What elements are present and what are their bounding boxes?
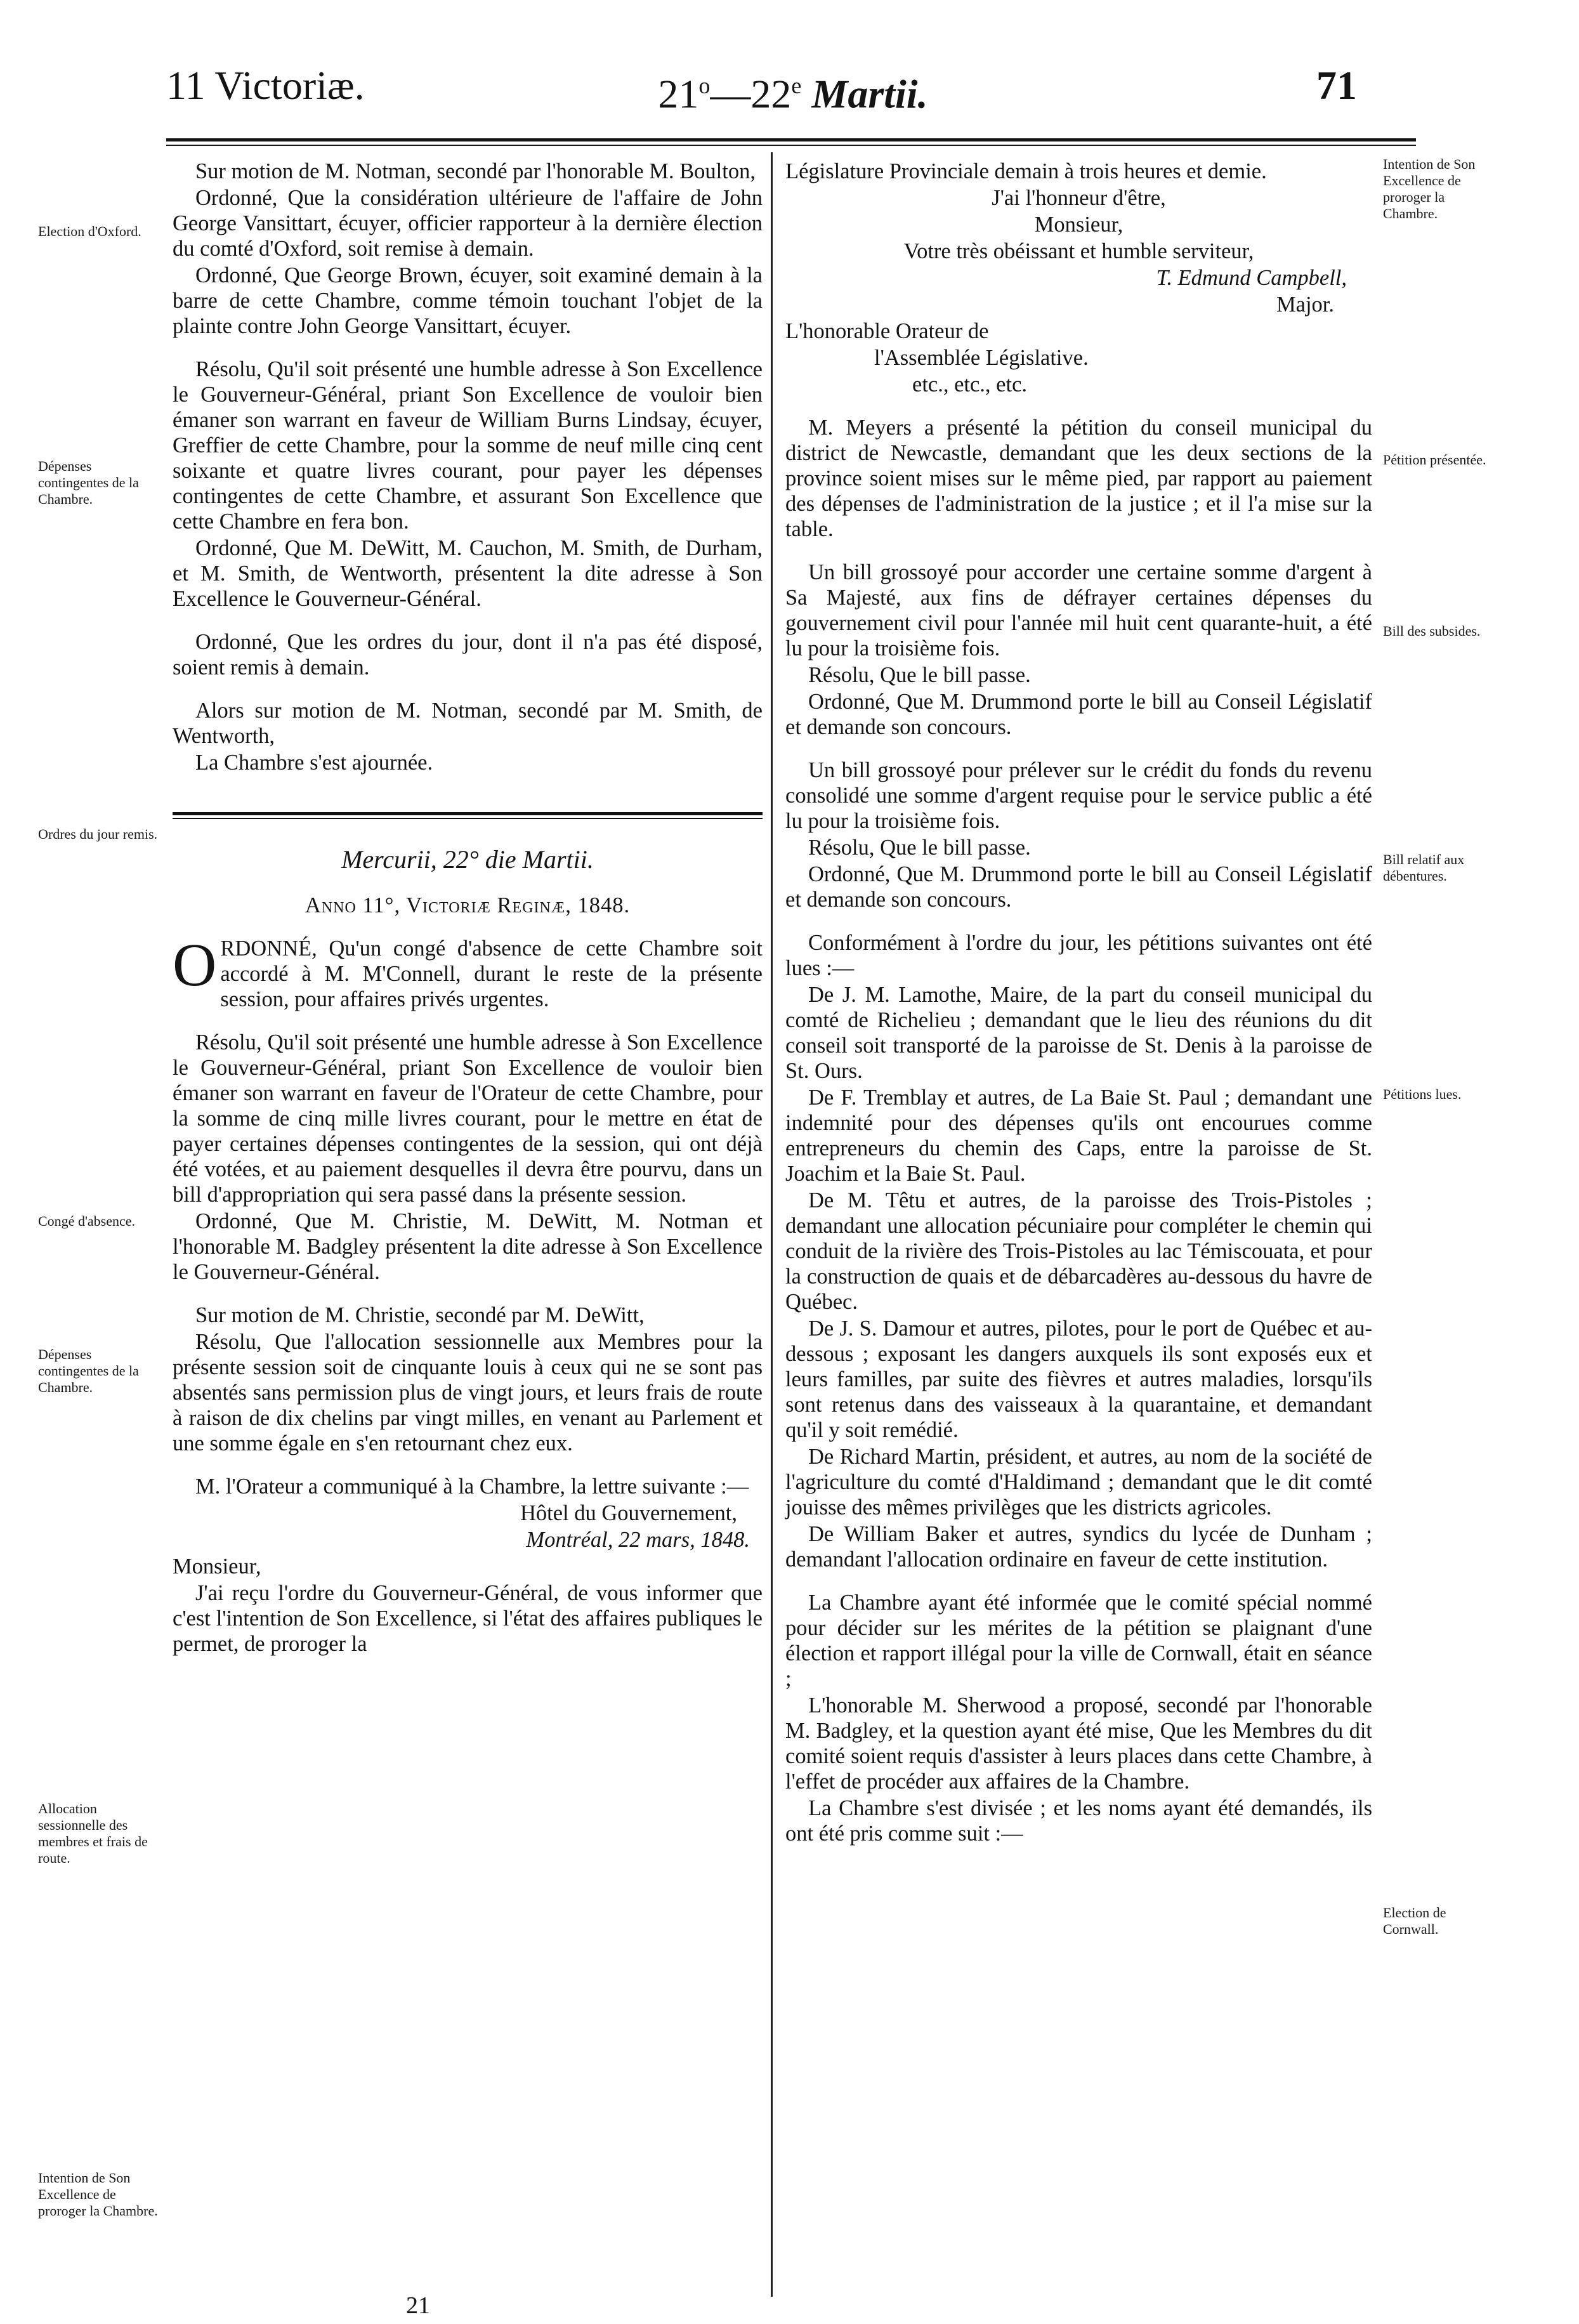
- signature-mark: 21: [406, 2292, 430, 2319]
- margin-note-election-oxford: Election d'Oxford.: [38, 223, 141, 239]
- paragraph-bill-subsides: Un bill grossoyé pour accorder une certaine somme d'argent à Sa Majesté, aux fins de défrayer certaines dépenses du gouvernement civil pour l'année mil huit cent quarante-huit, a été lu pour la troisième fois.: [785, 560, 1372, 660]
- paragraph-ordonne-christie: Ordonné, Que M. Christie, M. DeWitt, M. Notman et l'honorable M. Badgley présentent la dite adresse à Son Excellence le Gouverneur-Général.: [173, 1209, 763, 1284]
- paragraph-conge-text: RDONNÉ, Qu'un congé d'absence de cette Chambre soit accordé à M. M'Connell, durant le reste de la présente session, pour affaires privés urgentes.: [220, 936, 763, 1011]
- date-heading: Mercurii, 22° die Martii.: [341, 845, 594, 874]
- letter-date: Montréal, 22 mars, 1848.: [526, 1528, 750, 1552]
- paragraph-petition-tetu: De M. Têtu et autres, de la paroisse des Trois-Pistoles ; demandant une allocation pécuniaire pour compléter le chemin qui conduit de la rivière des Trois-Pistoles au lac Témiscouata, et pour la construction de quais et de débarcadères au-dessous du havre de Québec.: [785, 1188, 1372, 1314]
- header-date-start: 21: [658, 71, 699, 117]
- margin-note-conge: Congé d'absence.: [38, 1213, 136, 1229]
- section-rule-thick: [173, 812, 763, 815]
- paragraph-division: La Chambre s'est divisée ; et les noms ayant été demandés, ils ont été pris comme suit :—: [785, 1796, 1372, 1846]
- drop-cap: O: [173, 931, 217, 999]
- paragraph-ordonne-brown: Ordonné, Que George Brown, écuyer, soit examiné demain à la barre de cette Chambre, comme témoin touchant l'objet de la plainte contre John George Vansittart, écuyer.: [173, 263, 763, 338]
- paragraph-motion-christie: Sur motion de M. Christie, secondé par M. DeWitt,: [195, 1303, 645, 1327]
- margin-note-intention-left: Intention de Son Excellence de proroger la Chambre.: [38, 2170, 158, 2219]
- margin-note-petitions-lues: Pétitions lues.: [1383, 1086, 1462, 1102]
- paragraph-petition-damour: De J. S. Damour et autres, pilotes, pour le port de Québec et au-dessous ; exposant les dangers auxquels ils sont exposés eux et leurs familles, par suite des fièvres et autres maladies, lorsqu'ils sont retenus dans des vaisseaux à la quarantaine, et demandant qu'il y soit remédié.: [785, 1316, 1372, 1442]
- paragraph-petition-baker: De William Baker et autres, syndics du lycée de Dunham ; demandant l'allocation ordinaire en faveur de cette institution.: [785, 1522, 1372, 1572]
- margin-note-depenses-2: Dépenses contingentes de la Chambre.: [38, 1346, 139, 1395]
- margin-note-bill-debentures: Bill relatif aux débentures.: [1383, 851, 1465, 884]
- paragraph-conge-mconnell: [173, 931, 763, 1012]
- letter-addressee-3: etc., etc., etc.: [912, 372, 1028, 397]
- header-date-end: —22: [710, 71, 792, 117]
- paragraph-petitions-lues: Conformément à l'ordre du jour, les pétitions suivantes ont été lues :—: [785, 931, 1372, 980]
- paragraph-resolu-adresse-lindsay: Résolu, Qu'il soit présenté une humble adresse à Son Excellence le Gouverneur-Général, priant Son Excellence de vouloir bien émaner son warrant en faveur de William Burns Lindsay, écuyer, Greffier de cette Chambre, pour la somme de neuf mille cinq cent soixante et quatre livres courant, pour payer les dépenses contingentes de cette Chambre, et assurant Son Excellence que cette Chambre en fera bon.: [173, 357, 763, 534]
- header-rule-thin: [166, 145, 1416, 146]
- paragraph-ordres-remis: Ordonné, Que les ordres du jour, dont il n'a pas été disposé, soient remis à demain.: [173, 630, 763, 679]
- letter-closing-2: Monsieur,: [1034, 213, 1124, 237]
- header-month: Martii.: [811, 71, 928, 117]
- letter-closing-3: Votre très obéissant et humble serviteur,: [903, 239, 1254, 263]
- margin-note-ordres-remis: Ordres du jour remis.: [38, 826, 158, 842]
- paragraph-resolu-bill-2: Résolu, Que le bill passe.: [808, 836, 1031, 860]
- paragraph-motion-notman: Sur motion de M. Notman, secondé par l'honorable M. Boulton,: [195, 159, 756, 183]
- margin-note-depenses-1: Dépenses contingentes de la Chambre.: [38, 458, 139, 507]
- letter-continuation: Législature Provinciale demain à trois heures et demie.: [785, 159, 1267, 183]
- paragraph-motion-sherwood: L'honorable M. Sherwood a proposé, secondé par l'honorable M. Badgley, et la question ayant été mise, Que les Membres du dit comité soient requis d'assister à leurs places dans cette Chambre, à l'effet de procéder aux affaires de la Chambre.: [785, 1693, 1372, 1794]
- paragraph-motion-ajournement: Alors sur motion de M. Notman, secondé par M. Smith, de Wentworth,: [173, 699, 763, 748]
- right-column: [785, 159, 1372, 1848]
- margin-note-election-cornwall: Election de Cornwall.: [1383, 1905, 1446, 1937]
- letter-signature: T. Edmund Campbell,: [1156, 266, 1347, 290]
- letter-place: Hôtel du Gouvernement,: [520, 1501, 737, 1525]
- margin-note-allocation: Allocation sessionnelle des membres et frais de route.: [38, 1801, 148, 1866]
- margin-note-petition-presentee: Pétition présentée.: [1383, 452, 1486, 468]
- paragraph-ordonne-drummond-2: Ordonné, Que M. Drummond porte le bill au Conseil Législatif et demande son concours.: [785, 862, 1372, 912]
- paragraph-orateur-lettre: M. l'Orateur a communiqué à la Chambre, la lettre suivante :—: [195, 1474, 749, 1499]
- header-left-title: 11 Victoriæ.: [166, 63, 365, 108]
- paragraph-petition-lamothe: De J. M. Lamothe, Maire, de la part du conseil municipal du comté de Richelieu ; demandant que le lieu des réunions du dit conseil soit transporté de la paroisse de St. Denis à la paroisse de St. Ours.: [785, 983, 1372, 1083]
- paragraph-petition-meyers: M. Meyers a présenté la pétition du conseil municipal du district de Newcastle, demandant que les deux sections de la province soient mises sur le même pied, par rapport au paiement des dépenses de l'administration de la justice ; et il l'a mise sur la table.: [785, 416, 1372, 541]
- header-rule-thick: [166, 138, 1416, 141]
- paragraph-resolu-bill-1: Résolu, Que le bill passe.: [808, 663, 1031, 687]
- anno-line: Anno 11°, Victoriæ Reginæ, 1848.: [305, 893, 631, 917]
- letter-body: J'ai reçu l'ordre du Gouverneur-Général, de vous informer que c'est l'intention de Son Excellence, si l'état des affaires publiques le permet, de proroger la: [173, 1581, 763, 1656]
- letter-closing-1: J'ai l'honneur d'être,: [992, 186, 1166, 210]
- page-number: 71: [1316, 63, 1357, 108]
- letter-addressee-2: l'Assemblée Législative.: [874, 346, 1089, 370]
- section-rule-thin: [173, 818, 763, 819]
- margin-note-bill-subsides: Bill des subsides.: [1383, 623, 1481, 639]
- column-separator: [771, 152, 773, 2297]
- letter-rank: Major.: [1276, 292, 1334, 317]
- paragraph-comite-cornwall: La Chambre ayant été informée que le comité spécial nommé pour décider sur les mérites de la pétition se plaignant d'une élection et rapport illégal pour la ville de Cornwall, était en séance ;: [785, 1591, 1372, 1691]
- paragraph-chambre-ajournee: La Chambre s'est ajournée.: [195, 751, 433, 775]
- left-column: [173, 159, 763, 1658]
- paragraph-petition-martin: De Richard Martin, président, et autres, au nom de la société de l'agriculture du comté d'Haldimand ; demandant que le dit comté jouisse des mêmes privilèges que les districts agricoles.: [785, 1445, 1372, 1520]
- letter-salutation: Monsieur,: [173, 1554, 261, 1579]
- paragraph-petition-tremblay: De F. Tremblay et autres, de La Baie St. Paul ; demandant une indemnité pour des dépenses qu'ils ont encourues comme entrepreneurs du chemin des Caps, entre la paroisse de St. Joachim et la Baie St. Paul.: [785, 1086, 1372, 1186]
- paragraph-resolu-adresse-orateur: Résolu, Qu'il soit présenté une humble adresse à Son Excellence le Gouverneur-Général, priant Son Excellence de vouloir bien émaner son warrant en faveur de l'Orateur de cette Chambre, pour la somme de cinq mille livres courant, pour le mettre en état de payer certaines dépenses contingentes de la session, qui ont déjà été votées, et au paiement desquelles il devra être pourvu, dans un bill d'appropriation qui sera passé dans la présente session.: [173, 1030, 763, 1207]
- paragraph-ordonne-vansittart: Ordonné, Que la considération ultérieure de l'affaire de John George Vansittart, écuyer, officier rapporteur à la dernière élection du comté d'Oxford, soit remise à demain.: [173, 186, 763, 261]
- paragraph-resolu-allocation: Résolu, Que l'allocation sessionnelle aux Membres pour la présente session soit de cinquante louis à ceux qui ne se sont pas absentés sans permission plus de vingt jours, et leurs frais de route à raison de dix chelins par vingt milles, en venant au Parlement et une somme égale en s'en retournant chez eux.: [173, 1330, 763, 1455]
- header-date-range: 21$^o$—22e Martii.: [658, 71, 928, 117]
- margin-note-intention-right: Intention de Son Excellence de proroger la Chambre.: [1383, 156, 1476, 221]
- paragraph-ordonne-dewitt: Ordonné, Que M. DeWitt, M. Cauchon, M. Smith, de Durham, et M. Smith, de Wentworth, présentent la dite adresse à Son Excellence le Gouverneur-Général.: [173, 536, 763, 611]
- paragraph-ordonne-drummond-1: Ordonné, Que M. Drummond porte le bill au Conseil Législatif et demande son concours.: [785, 690, 1372, 739]
- paragraph-bill-debentures: Un bill grossoyé pour prélever sur le crédit du fonds du revenu consolidé une somme d'argent requise pour le service public a été lu pour la troisième fois.: [785, 758, 1372, 833]
- letter-addressee-1: L'honorable Orateur de: [785, 319, 989, 343]
